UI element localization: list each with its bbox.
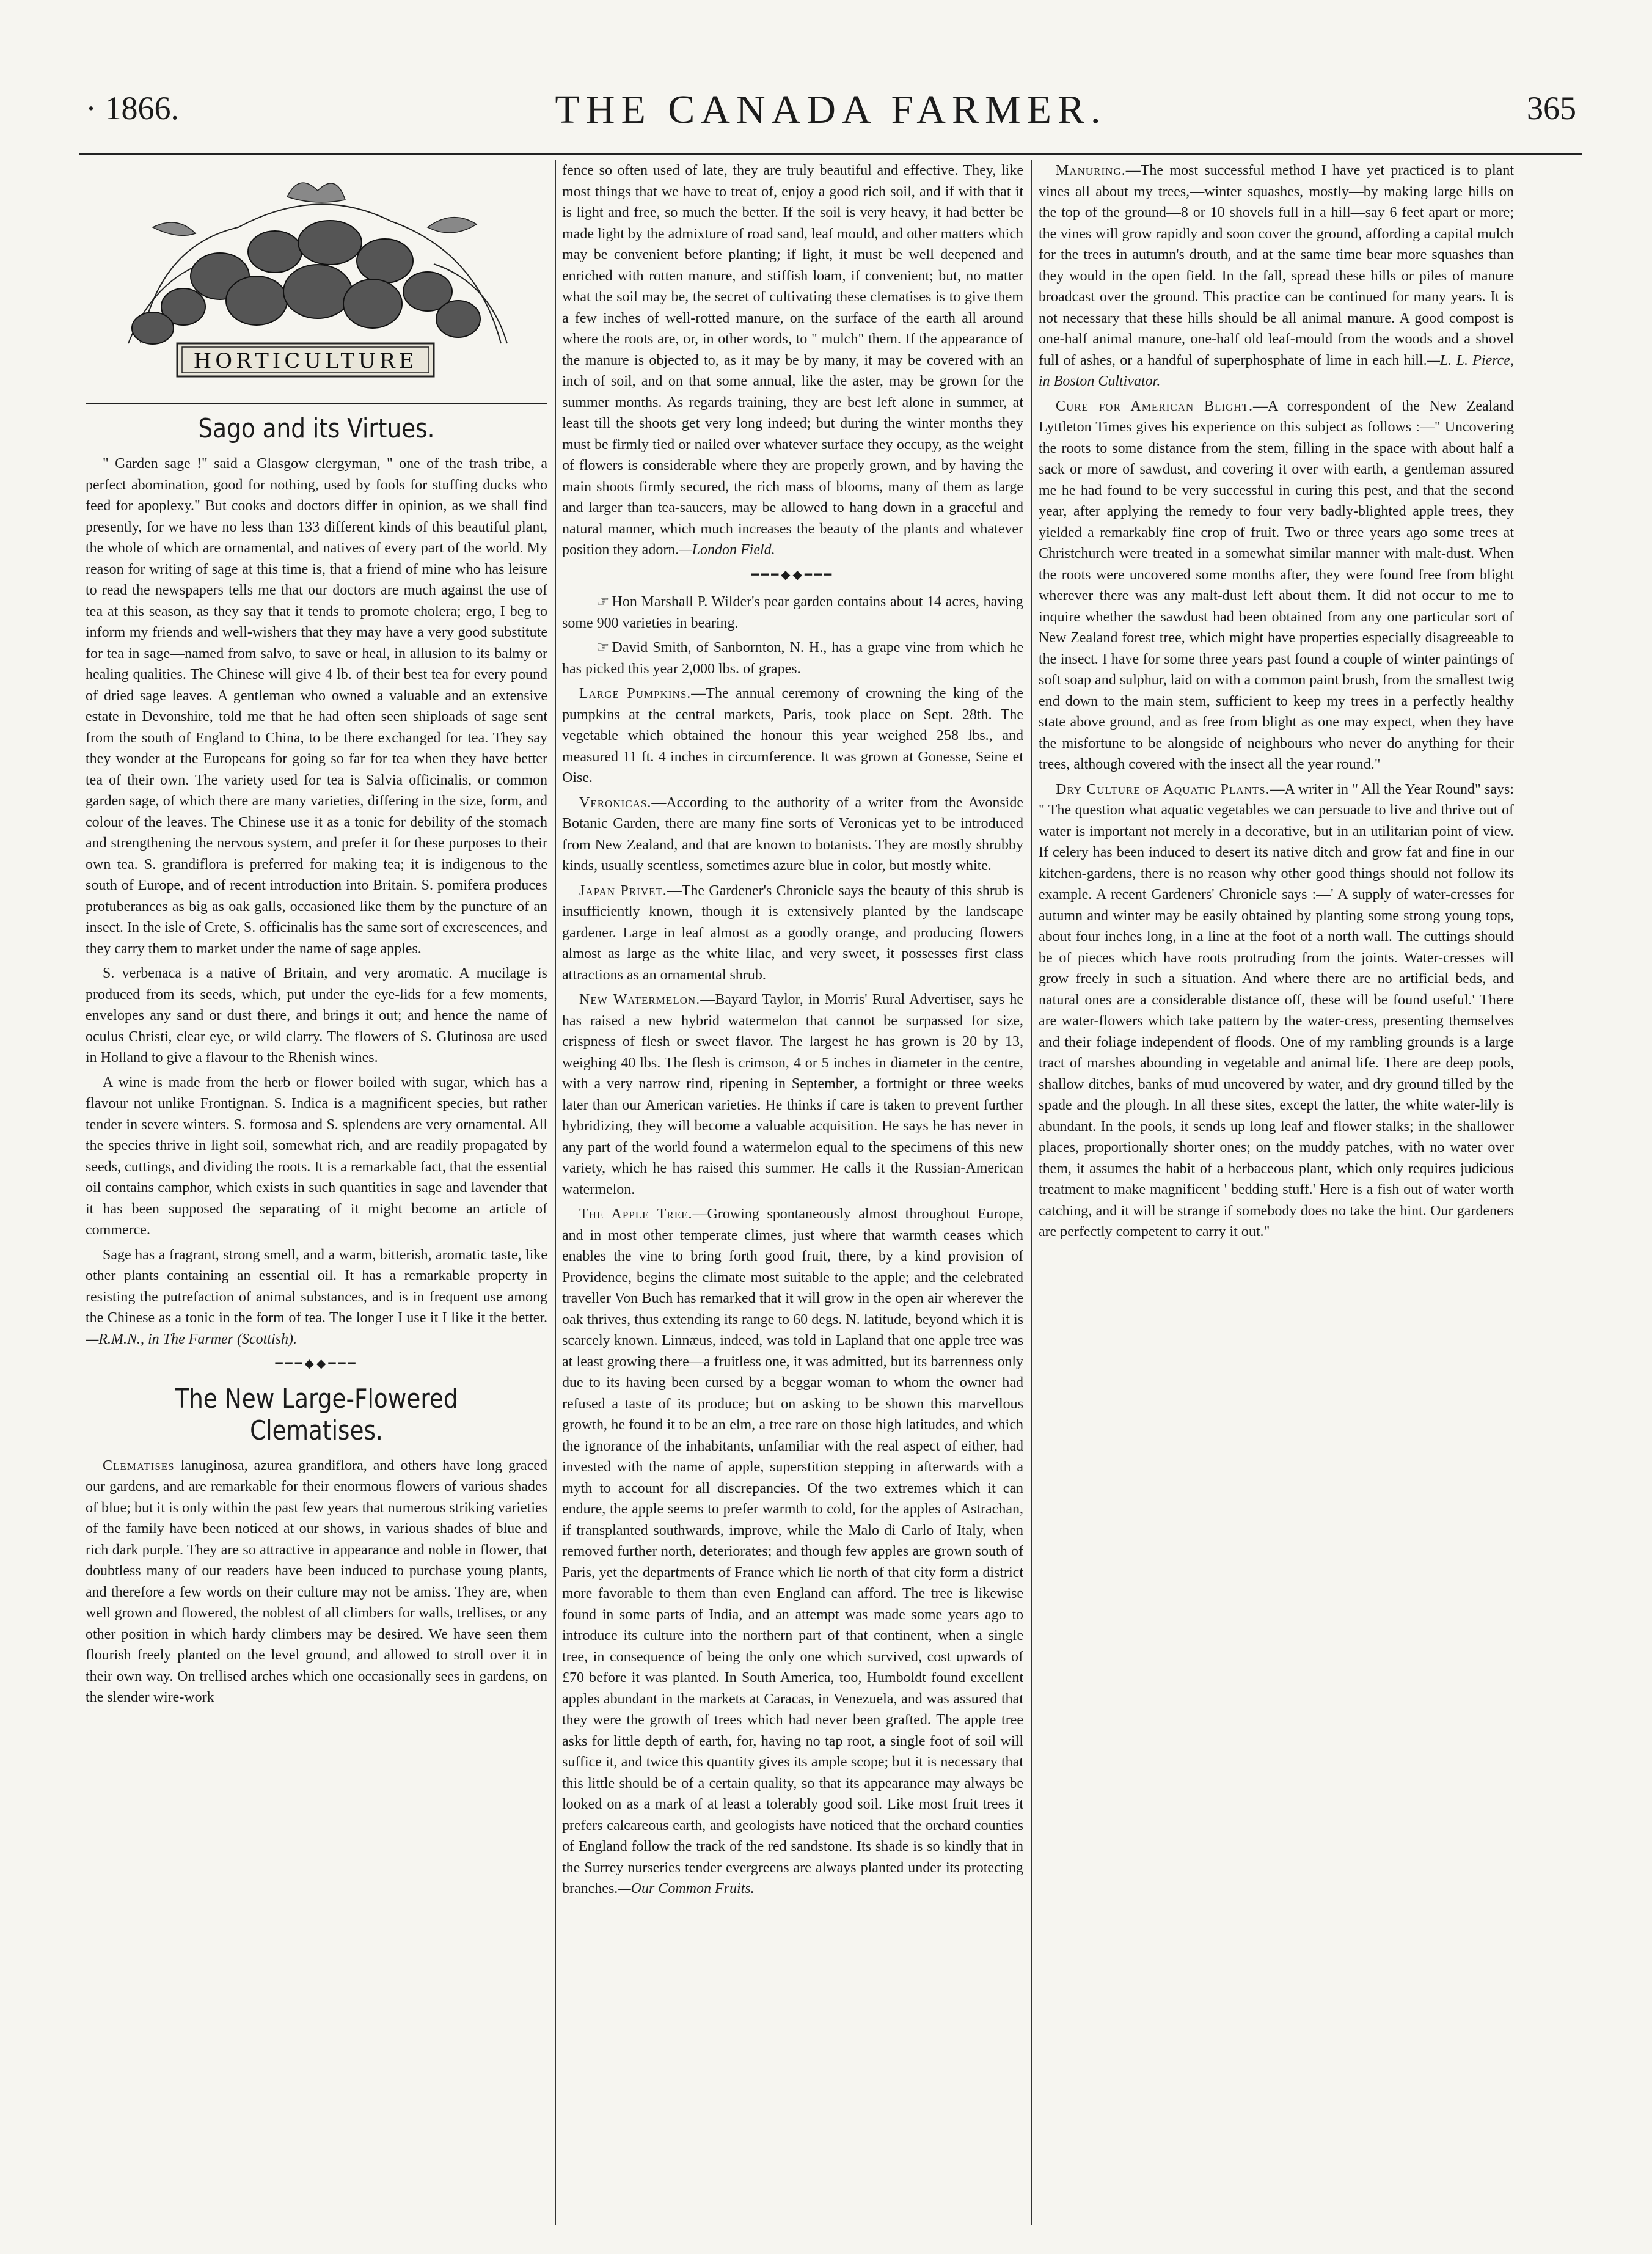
note-heading: New Watermelon.	[579, 992, 701, 1008]
sage-paragraph: " Garden sage !" said a Glasgow clergyman, " one of the trash tribe, a perfect abomination, good for nothing, used by fools for stuffing ducks who feed for apoplexy." But cooks and doctors differ in opinion, as we shall find presently, for we have no less than 133 different kinds of this beautiful plant, the whole of which are ornamental, and natives of every part of the world. My reason for writing of sage at this time is, that a friend of mine who has leisure to read the newspapers tells me that our doctors are much against the use of tea at this season, as they say that it tends to promote cholera; ergo, I beg to inform my friends and well-wishers that they may have a very good substitute for tea in sage—named from salvo, to save or heal, in allusion to its balmy or healing qualities. The Chinese will give 4 lb. of their best tea for every pound of dried sage leaves. A gentleman who owned a valuable and an extensive estate in Devonshire, told me that he had often seen shiploads of sage sent from the south of England to China, to be there exchanged for tea. They say they wonder at the Europeans for going so far for tea when they have better tea of their own. The variety used for tea is Salvia officinalis, or common garden sage, of which there are many varieties, differing in the size, form, and colour of the leaves. The Chinese use it as a tonic for debility of the stomach and strengthening the nervous system, and prefer it for these purposes to their own tea. S. grandiflora is preferred for making tea; it is indigenous to the south of Europe, and of recent introduction into Britain. S. pomifera produces protuberances as big as oak galls, occasioned like them by the puncture of an insect. In the isle of Crete, S. officinalis has the same sort of excrescences, and they carry them to market under the name of sage apples.	[86, 456, 547, 957]
sage-paragraph: A wine is made from the herb or flower boiled with sugar, which has a flavour not unlike Frontignan. S. Indica is a magnificent species, but rather tender in severe winters. S. formosa and S. splendens are very ornamental. All the species thrive in light soil, somewhat rich, and are readily propagated by seeds, cuttings, and dividing the roots. It is a remarkable fact, that the essential oil contains camphor, which exists in such quantities in sage and lavender that it has been supposed the separating of it might become an article of commerce.	[86, 1074, 547, 1238]
separator-ornament: ━━━◆◆━━━	[275, 1357, 358, 1370]
note-smith-text: David Smith, of Sanbornton, N. H., has a grape vine from which he has picked this year 2,000 lbs. of grapes.	[562, 640, 1023, 677]
sage-paragraph	[86, 1245, 547, 1350]
page-number: 365	[1527, 90, 1576, 126]
section-rule	[86, 403, 547, 404]
note-wilder-text: Hon Marshall P. Wilder's pear garden contains about 14 acres, having some 900 varieties in bearing.	[562, 594, 1023, 631]
note-heading: Large Pumpkins.	[579, 686, 692, 701]
sage-article-title: Sago and its Virtues.	[198, 413, 435, 444]
note-blight	[1039, 396, 1514, 775]
note-text: —Growing spontaneously almost throughout Europe, and in most other temperate climes, just where that warmth ceases which enables the vine to bring forth good fruit, there, by a kind provision of Providence, begins the climate most suitable to the apple; and the celebrated traveller Von Buch has remarked that it will grow in the open air wherever the oak thrives, thus extending its range to 60 degs. N. latitude, beyond which it is scarcely known. Linnæus, indeed, was told in Lapland that one apple tree was at least growing there—a fruitless one, it was admitted, but its barrenness only due to its having been cursed by a beggar woman to whom the owner had refused a taste of its produce; but on asking to be shown this marvellous growth, he found it to be an elm, a tree rare on those high latitudes, and which the ignorance of the inhabitants, unfamiliar with the real aspect of either, had invested with the name of apple, superstition stepping in afterwards with a myth to account for all discrepancies. Of the two extremes which it can endure, the apple seems to prefer warmth to cold, for the apples of Astrachan, if transplanted southwards, improve, while the Malo di Carlo of Italy, when removed further north, deteriorates; and though few apples are grown south of Paris, yet the departments of France which lie north of that city form a district more favorable to them than even England can afford. The tree is likewise found in some parts of India, and an attempt was made some years ago to introduce its culture into the northern part of that continent, when a single tree, in consequence of being the only one which survived, cost upwards of £70 before it was planted. In South America, too, Humboldt found excellent apples abundant in the markets at Caracas, in Venezuela, and was assured that they were the growth of trees which had never been grafted. The apple tree asks for little depth of earth, for, having no tap root, a single foot of soil will suffice it, and twice this quantity gives its ample scope; but it is necessary that this little should be of a certain quality, so that its appearance may always be looked on as a mark of at least a tolerably good soil. Like most fruit trees it prefers calcareous earth, and geologists have noticed that the orchard counties of England follow the track of the red sandstone. Its shade is so kindly that in the Surrey nurseries tender evergreens are always planted under its protecting branches.	[562, 1206, 1023, 1897]
note-heading: The Apple Tree.	[579, 1206, 693, 1222]
separator-ornament: ━━━◆◆━━━	[751, 568, 834, 582]
sage-attribution: —R.M.N., in The Farmer (Scottish).	[86, 1331, 297, 1347]
masthead-rule	[79, 153, 1582, 155]
column-rule-1	[555, 160, 556, 2225]
clematis-paragraph-text: fence so often used of late, they are truly beautiful and effective. They, like most things that we have to treat of, enjoy a good rich soil, and if with that it is light and free, so much the better. If the soil is very heavy, it had better be made light by the admixture of road sand, leaf mould, and other matters which may be convenient before planting; if light, it must be well deepened and enriched with rotten manure, and stiffish loam, if convenient; but, no matter what the soil may be, the secret of cultivating these clematises is to give them a few inches of well-rotted manure, on the surface of the earth all around where the roots are, or, in other words, to " mulch" them. If the appearance of the manure is objected to, as it may be by many, it may be covered with an inch of soil, and on that some annual, like the aster, may be grown for the summer months. As regards training, they are best left alone in summer, at least till the shoots get very long indeed; but during the winter months they must be firmly tied or nailed over whatever surface they occupy, as the weight of flowers is considerable where they are properly grown, and by having the main shoots firmly secured, the rich mass of blooms, many of them as large and larger than tea-saucers, may be allowed to hang down in a graceful and natural manner, which much increases the beauty of the plants and whatever position they adorn.	[562, 163, 1023, 558]
newspaper-title: THE CANADA FARMER.	[555, 87, 1107, 132]
note-aquatic	[1039, 779, 1514, 1243]
note-attribution: —Our Common Fruits.	[618, 1881, 755, 1897]
issue-year: · 1866.	[86, 90, 179, 126]
note-text: —A correspondent of the New Zealand Lyttleton Times gives his experience on this subject as follows :—" Uncovering the roots to some distance from the stem, filling in the space with about half a sack or more of sawdust, and covering it over with earth, a gentleman assured me he had found to be very successful in curing this pest, and that the second year, after applying the remedy to four very badly-blighted apple trees, they yielded a remarkably fine crop of fruit. Two or three years ago some trees at Christchurch were treated in a somewhat similar manner with malt-dust. When the roots were uncovered some months after, they were found free from blight wherever there was any malt-dust left about them. It did not occur to me to inquire whether the sawdust had been obtained from any one particular sort of New Zealand forest tree, which might have properties especially disagreeable to the insect. I have for some three years past found a couple of winter paintings of soft soap and sulphur, laid on with a common paint brush, from the smallest twig end down to the main stem, sufficient to keep my trees in a perfectly healthy state above ground, and as free from blight as one may expect, when they have the misfortune to be alongside of neighbours who never do anything for their trees, although covered with the insect all the year round."	[1039, 398, 1514, 772]
note-heading: Japan Privet.	[579, 882, 667, 899]
note-apple	[562, 1204, 1023, 1900]
note-text: —Bayard Taylor, in Morris' Rural Advertiser, says he has raised a new hybrid watermelon that cannot be surpassed for size, crispness of flesh or sweet flavor. The largest he has grown is 20 by 13, weighing 40 lbs. The flesh is crimson, 4 or 5 inches in diameter in the centre, with a very narrow rind, ripening in September, a fortnight or three weeks later than our American varieties. He thinks if care is taken to prevent further hybridizing, they will become a valuable acquisition. He says he has never in any part of the world found a watermelon equal to the specimens of this new variety, which he has raised this summer. He calls it the Russian-American watermelon.	[562, 992, 1023, 1198]
horticulture-vignette	[86, 160, 547, 397]
note-watermelon	[562, 989, 1023, 1200]
note-heading: Veronicas.	[579, 794, 652, 811]
column-rule-2	[1031, 160, 1032, 2225]
pointing-hand-icon: ☞	[596, 640, 610, 656]
sage-paragraph-text: Sage has a fragrant, strong smell, and a warm, bitterish, aromatic taste, like other plants containing an essential oil. It has a remarkable property in resisting the putrefaction of animal substances, and is in frequent use among the Chinese as a tonic in the form of tea. The longer I use it I like it the better.	[86, 1246, 547, 1326]
column-1	[86, 160, 547, 2225]
note-pumpkins	[562, 683, 1023, 789]
note-wilder	[562, 591, 1023, 634]
sage-paragraph: S. verbenaca is a native of Britain, and very aromatic. A mucilage is produced from its seeds, which, put under the eye-lids for a few moments, envelopes any sand or dust there, and brings it out; and hence the name of oculus Christi, clear eye, or wild clarry. The flowers of S. Glutinosa are used in Holland to give a flavour to the Rhenish wines.	[86, 965, 547, 1066]
note-smith	[562, 637, 1023, 679]
note-text: —According to the authority of a writer from the Avonside Botanic Garden, there are many fine sorts of Veronicas yet to be introduced from New Zealand, and that are known to botanists. They are mostly shrubby kinds, usually scentless, sometimes azure blue in color, but mostly white.	[562, 794, 1023, 874]
clematis-attribution: —London Field.	[679, 542, 775, 558]
note-text: —A writer in " All the Year Round" says: " The question what aquatic vegetables we can persuade to live and thrive out of water is important not merely in a decorative, but in an utilitarian point of view. If celery has been induced to desert its native ditch and grow fat and fine in our kitchen-gardens, there is no reason why other good things should not follow its example. A recent Gardeners' Chronicle says :—' A supply of water-cresses for autumn and winter may be easily obtained by planting some strong young tops, about four inches long, in a line at the foot of a north wall. The cuttings should be of pieces which have roots protruding from the joints. Water-cresses will grow freely in such a situation. And where there are no artificial beds, and natural ones are a considerable distance off, these will be found useful.' There are water-flowers which take pattern by the water-cress, presenting themselves and their foliage independent of floods. One of my rambling grounds is a large tract of marshes abounding in vegetable and animal life. There are deep pools, shallow ditches, banks of mud uncovered by water, and dry ground tilled by the spade and the plough. In all these sites, except the latter, the white water-lily is abundant. In the pools, it sends up long leaf and flower stalks; in the shallower places, proportionally shorter ones; on the muddy patches, with no water over them, it assumes the habit of a herbaceous plant, which only requires judicious treatment to make magnificent ' bedding stuff.' Here is a fish out of water worth catching, and it will be strange if somebody does no take the hint. Our gardeners are perfectly competent to carry it out."	[1039, 781, 1514, 1240]
fruit-basket-illustration	[86, 160, 547, 392]
note-heading: Dry Culture of Aquatic Plants.	[1056, 781, 1270, 797]
masthead	[86, 84, 1576, 145]
column-2	[562, 160, 1023, 2225]
note-attribution: —L. L. Pierce, in Boston Cultivator.	[1039, 352, 1514, 389]
note-heading: Cure for American Blight.	[1056, 398, 1253, 414]
note-text: —The annual ceremony of crowning the king of the pumpkins at the central markets, Paris, took place on Sept. 28th. The vegetable which obtained the honour this year weighed 258 lbs., and measured 11 ft. 4 inches in circumference. It was grown at Gonesse, Seine et Oise.	[562, 686, 1023, 786]
clematis-paragraph	[562, 160, 1023, 561]
clematis-lead: Clematises	[103, 1457, 175, 1474]
note-text: —The most successful method I have yet practiced is to plant vines all about my trees,—winter squashes, mostly—by making large hills on the top of the ground—8 or 10 shovels full in a hill—say 6 feet apart or more; the vines will grow rapidly and soon cover the ground, affording a capital mulch for the trees in autumn's drouth, and at the same time bear more squashes than they would in the open field. In the fall, spread these hills or piles of manure broadcast over the ground. This practice can be continued for many years. It is not necessary that these hills should be all animal manure. A good compost is one-half animal manure, one-half old leaf-mould from the woods and a shovel full of ashes, or a handful of superphosphate of lime in each hill.	[1039, 163, 1514, 368]
pointing-hand-icon: ☞	[596, 594, 610, 610]
note-text: —The Gardener's Chronicle says the beauty of this shrub is insufficiently known, though it is extensively planted by the landscape gardener. Large in leaf almost as a goodly orange, and producing flowers almost as large as the white lilac, and very sweet, it possesses first class attractions as an ornamental shrub.	[562, 882, 1023, 983]
note-veronicas	[562, 792, 1023, 877]
note-manuring	[1039, 160, 1514, 392]
note-heading: Manuring.	[1056, 163, 1126, 178]
note-privet	[562, 880, 1023, 986]
column-3	[1039, 160, 1514, 2225]
vignette-banner-text: HORTICULTURE	[193, 349, 418, 373]
clematis-article-title: The New Large-Flowered Clematises.	[175, 1383, 458, 1446]
clematis-paragraph	[86, 1455, 547, 1708]
clematis-paragraph-text: lanuginosa, azurea grandiflora, and others have long graced our gardens, and are remarkable for their enormous flowers of various shades of blue; but it is only within the past few years that numerous striking varieties of the family have been noticed at our shows, in various shades of blue and rich dark purple. They are so attractive in appearance and noble in flower, that doubtless many of our readers have been induced to purchase young plants, and therefore a few words on their culture may not be amiss. They are, when well grown and flowered, the noblest of all climbers for walls, trellises, or any other position in which hardy climbers may be desired. We have seen them flourish freely planted on the level ground, and allowed to stroll over it in their own way. On trellised arches which one occasionally sees in gardens, on the slender wire-work	[86, 1457, 547, 1705]
